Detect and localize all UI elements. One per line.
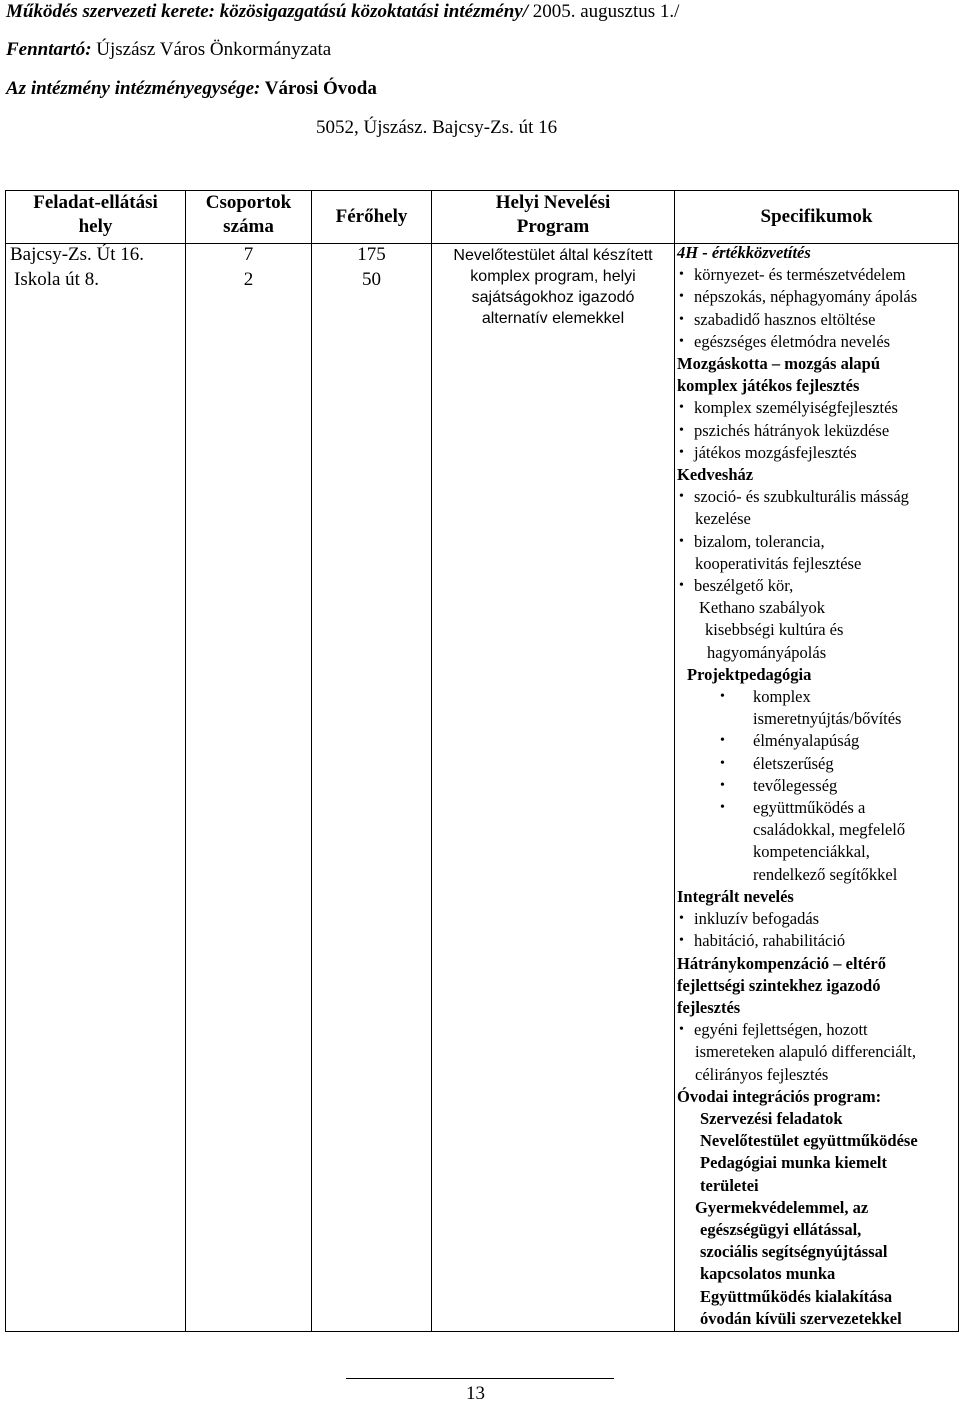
program-line: komplex program, helyi: [470, 268, 636, 285]
address: 5052, Újszász. Bajcsy-Zs. út 16: [316, 117, 558, 138]
integration-line: Együttműködés kialakítása: [700, 1286, 893, 1306]
col-header-program: [432, 191, 675, 244]
integration-line: Pedagógiai munka kiemelt: [700, 1153, 888, 1173]
list-item: • pszichés hátrányok leküzdése: [677, 420, 958, 442]
list-item: • bizalom, tolerancia,: [677, 531, 958, 553]
header-line-3: [6, 78, 377, 100]
table-body-row: [6, 244, 959, 1332]
list-item: • élményalapúság: [677, 730, 958, 752]
col-header-groups: [186, 191, 312, 244]
maintainer-value: Újszász Város Önkormányzata: [91, 39, 332, 60]
unit-label: Az intézmény intézményegysége:: [6, 78, 261, 99]
list-item-continuation: Kethano szabályok: [699, 598, 825, 618]
list-item: • szabadidő hasznos eltöltése: [677, 309, 958, 331]
institution-table: [5, 190, 959, 1332]
list-item: • inkluzív befogadás: [677, 908, 958, 930]
program-line: alternatív elemekkel: [481, 310, 625, 327]
maintainer-label: Fenntartó:: [6, 39, 92, 60]
capacity-header: Férőhely: [335, 206, 408, 227]
spec-kedveshaz-title: Kedvesház: [677, 465, 754, 485]
spec-4h-title: 4H - értékközvetítés: [677, 243, 811, 262]
capacity-row-1: 175: [357, 244, 386, 265]
header-line-2: [6, 39, 331, 61]
list-item-continuation: kisebbségi kultúra és: [705, 620, 844, 640]
col-header-spec: [675, 191, 959, 244]
list-item-continuation: ismereteken alapuló differenciált,: [695, 1042, 916, 1062]
unit-value: Városi Óvoda: [260, 78, 377, 99]
list-item: • beszélgető kör,: [677, 575, 958, 597]
col-header-site: [6, 191, 186, 244]
framework-label: Működés szervezeti kerete: közösigazgatású közoktatási intézmény/: [6, 1, 528, 22]
table-header-row: [6, 191, 959, 244]
spec-mozgaskotta-title: Mozgáskotta – mozgás alapú: [677, 354, 881, 374]
program-header-line-2: Program: [516, 216, 590, 237]
spec-hatranykompenzacio-title: fejlesztés: [677, 997, 741, 1017]
integration-line: szociális segítségnyújtással: [700, 1242, 888, 1262]
list-item: • tevőlegesség: [677, 775, 958, 797]
list-item: • habitáció, rahabilitáció: [677, 930, 958, 952]
list-item-continuation: célirányos fejlesztés: [695, 1064, 829, 1084]
capacity-cell: [312, 244, 432, 1332]
integration-line: egészségügyi ellátással,: [700, 1219, 862, 1239]
integration-line: kapcsolatos munka: [700, 1264, 836, 1284]
spec-integracios-title: Óvodai integrációs program:: [677, 1086, 882, 1106]
spec-integralt-title: Integrált nevelés: [677, 886, 794, 906]
groups-row-1: 7: [243, 244, 254, 265]
program-cell: [432, 244, 675, 1332]
program-line: sajátságokhoz igazodó: [471, 289, 635, 306]
integration-line: Szervezési feladatok: [700, 1108, 843, 1128]
spec-hatranykompenzacio-title: Hátránykompenzáció – eltérő: [677, 953, 886, 973]
program-header-line-1: Helyi Nevelési: [495, 192, 611, 213]
integration-line: Nevelőtestület együttműködése: [700, 1131, 918, 1151]
list-item: • szoció- és szubkulturális másság: [677, 486, 958, 508]
list-item-continuation: családokkal, megfelelő: [753, 820, 906, 840]
list-item: • együttműködés a: [677, 797, 958, 819]
list-item-continuation: kooperativitás fejlesztése: [695, 553, 862, 573]
list-item: • környezet- és természetvédelem: [677, 264, 958, 286]
footer-rule: [346, 1378, 614, 1379]
list-item-continuation: kompetenciákkal,: [753, 842, 870, 862]
groups-header-line-1: Csoportok: [205, 192, 292, 213]
spec-mozgaskotta-title: komplex játékos fejlesztés: [677, 376, 860, 396]
list-item: • komplex: [677, 686, 958, 708]
spec-hatranykompenzacio-title: fejlettségi szintekhez igazodó: [677, 975, 881, 995]
list-item-continuation: ismeretnyújtás/bővítés: [753, 709, 902, 729]
list-item: • népszokás, néphagyomány ápolás: [677, 286, 958, 308]
capacity-row-2: 50: [362, 269, 381, 290]
groups-cell: [186, 244, 312, 1332]
groups-header-line-2: száma: [223, 216, 274, 237]
program-line: Nevelőtestület által készített: [453, 247, 653, 264]
list-item: • egészséges életmódra nevelés: [677, 331, 958, 353]
spec-header: Specifikumok: [760, 206, 873, 227]
header-line-1: [6, 1, 679, 23]
list-item: • játékos mozgásfejlesztés: [677, 442, 958, 464]
page-number: 13: [466, 1383, 485, 1404]
integration-line: Gyermekvédelemmel, az: [695, 1197, 869, 1217]
groups-row-2: 2: [243, 269, 254, 290]
list-item-continuation: hagyományápolás: [707, 642, 827, 662]
list-item-continuation: rendelkező segítőkkel: [753, 864, 898, 884]
list-item: • életszerűség: [677, 753, 958, 775]
site-header-line-2: hely: [78, 216, 113, 237]
integration-line: óvodán kívüli szervezetekkel: [700, 1308, 902, 1328]
col-header-capacity: [312, 191, 432, 244]
site-header-line-1: Feladat-ellátási: [33, 192, 158, 213]
site-row-1: Bajcsy-Zs. Út 16.: [10, 244, 145, 265]
site-cell: [6, 244, 186, 1332]
spec-cell: [675, 244, 959, 1332]
list-item: • komplex személyiségfejlesztés: [677, 397, 958, 419]
integration-line: területei: [700, 1175, 759, 1195]
framework-value: 2005. augusztus 1./: [527, 1, 680, 22]
list-item: • egyéni fejlettségen, hozott: [677, 1019, 958, 1041]
site-row-2: Iskola út 8.: [14, 269, 99, 290]
list-item-continuation: kezelése: [695, 509, 751, 529]
spec-projektpedagogia-title: Projektpedagógia: [687, 664, 812, 684]
